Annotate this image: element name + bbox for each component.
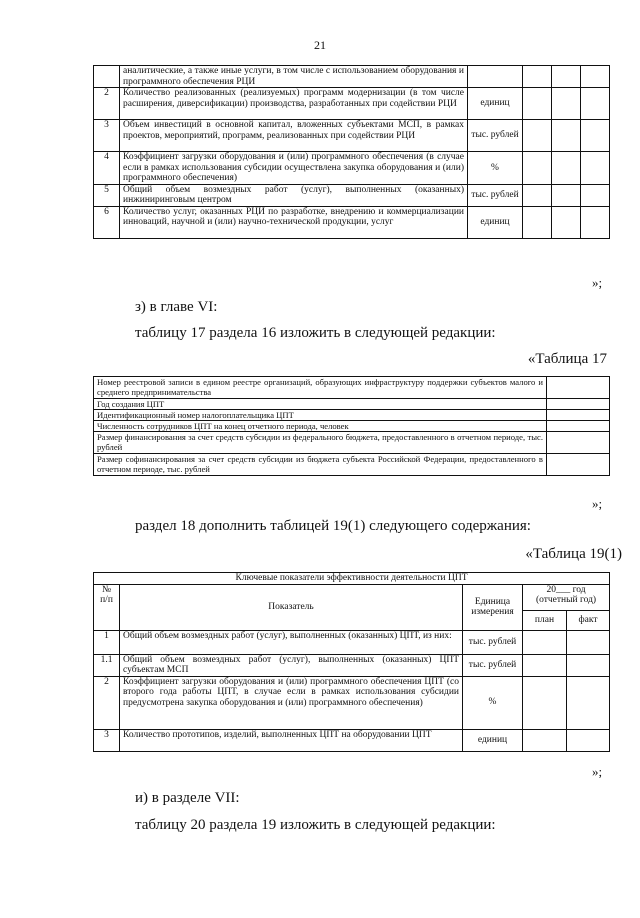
row-label: Численность сотрудников ЦПТ на конец отчетного периода, человек [94, 421, 547, 432]
table-row [94, 152, 610, 185]
table-17-closing: »; [592, 496, 603, 511]
table-row [94, 432, 610, 454]
row-value-cell [523, 206, 552, 238]
row-number: 3 [94, 729, 120, 751]
table-19-1 [93, 572, 610, 752]
table-row [94, 421, 610, 432]
row-plan-cell [523, 630, 567, 654]
row-number [94, 66, 120, 88]
table-row [94, 206, 610, 238]
row-plan-cell [523, 654, 567, 676]
instruction-table-20: таблицу 20 раздела 19 изложить в следующей редакции: [135, 817, 496, 833]
table-19-1-title: Ключевые показатели эффективности деятельности ЦПТ [94, 573, 610, 585]
row-value-cell [523, 66, 552, 88]
header-indicator: Показатель [120, 584, 463, 630]
row-value-cell [581, 88, 610, 120]
row-value-cell [552, 152, 581, 185]
page-number: 21 [314, 38, 326, 52]
row-label: Размер финансирования за счет средств субсидии из федерального бюджета, предоставленного в отчетном периоде, тыс. рублей [94, 432, 547, 454]
row-value-cell [581, 66, 610, 88]
row-unit: тыс. рублей [468, 184, 523, 206]
row-value-cell [547, 421, 610, 432]
row-value-cell [552, 206, 581, 238]
row-unit: единиц [468, 206, 523, 238]
table-row [94, 184, 610, 206]
row-number: 4 [94, 152, 120, 185]
table-a-closing: »; [592, 275, 603, 290]
row-unit: % [468, 152, 523, 185]
table-row [94, 120, 610, 152]
indicators-table-continued [93, 65, 610, 239]
row-unit: единиц [468, 88, 523, 120]
table-row [94, 88, 610, 120]
row-label: Размер софинансирования за счет средств субсидии из бюджета субъекта Российской Федерации, предоставленного в отчетном периоде, тыс. рублей [94, 454, 547, 476]
row-value-cell [523, 184, 552, 206]
table-17-heading: «Таблица 17 [527, 351, 607, 367]
header-period: 20___ год (отчетный год) [523, 584, 610, 610]
row-value-cell [547, 432, 610, 454]
row-unit [468, 66, 523, 88]
row-indicator: Количество услуг, оказанных РЦИ по разработке, внедрению и коммерциализации инноваций, научной и (или) научно-технической продукции, услуг [120, 206, 468, 238]
row-value-cell [552, 184, 581, 206]
row-value-cell [581, 206, 610, 238]
row-fact-cell [567, 630, 610, 654]
row-unit: % [463, 676, 523, 729]
table-row [94, 399, 610, 410]
row-plan-cell [523, 676, 567, 729]
row-value-cell [523, 88, 552, 120]
row-unit: тыс. рублей [463, 654, 523, 676]
row-unit: тыс. рублей [463, 630, 523, 654]
row-indicator: Общий объем возмездных работ (услуг), выполненных (оказанных) ЦПТ, из них: [120, 630, 463, 654]
table-row [94, 676, 610, 729]
header-num: № п/п [94, 584, 120, 630]
section-z-heading: з) в главе VI: [135, 299, 218, 315]
header-fact: факт [567, 610, 610, 630]
table-19-1-closing: »; [592, 764, 603, 779]
row-value-cell [581, 152, 610, 185]
row-number: 3 [94, 120, 120, 152]
row-fact-cell [567, 654, 610, 676]
row-number: 2 [94, 88, 120, 120]
table-row [94, 377, 610, 399]
table-row [94, 729, 610, 751]
row-value-cell [547, 399, 610, 410]
row-unit: тыс. рублей [468, 120, 523, 152]
table-row [94, 66, 610, 88]
row-indicator: Общий объем возмездных работ (услуг), выполненных (оказанных) инжиниринговым центром [120, 184, 468, 206]
row-number: 1.1 [94, 654, 120, 676]
row-value-cell [547, 454, 610, 476]
row-value-cell [552, 66, 581, 88]
row-value-cell [547, 377, 610, 399]
row-number: 1 [94, 630, 120, 654]
section-i-heading: и) в разделе VII: [135, 790, 240, 806]
row-fact-cell [567, 676, 610, 729]
row-value-cell [552, 88, 581, 120]
row-value-cell [552, 120, 581, 152]
table-row [94, 630, 610, 654]
row-plan-cell [523, 729, 567, 751]
row-fact-cell [567, 729, 610, 751]
row-indicator: Коэффициент загрузки оборудования и (или) программного обеспечения (в случае если в рамках использования субсидии осуществлена закупка оборудования и (или) программного обеспечения) [120, 152, 468, 185]
table-17 [93, 376, 610, 476]
header-unit: Единица измерения [463, 584, 523, 630]
row-value-cell [523, 152, 552, 185]
row-number: 5 [94, 184, 120, 206]
table-row [94, 454, 610, 476]
instruction-table-17: таблицу 17 раздела 16 изложить в следующей редакции: [135, 325, 496, 341]
row-label: Идентификационный номер налогоплательщика ЦПТ [94, 410, 547, 421]
table-row [94, 410, 610, 421]
table-row [94, 654, 610, 676]
row-unit: единиц [463, 729, 523, 751]
row-value-cell [523, 120, 552, 152]
row-indicator: Объем инвестиций в основной капитал, вложенных субъектами МСП, в рамках проектов, мероприятий, программ, реализованных при содействии РЦИ [120, 120, 468, 152]
row-value-cell [581, 120, 610, 152]
row-indicator: Общий объем возмездных работ (услуг), выполненных (оказанных) ЦПТ субъектам МСП [120, 654, 463, 676]
row-number: 6 [94, 206, 120, 238]
row-indicator: Количество прототипов, изделий, выполненных ЦПТ на оборудовании ЦПТ [120, 729, 463, 751]
row-indicator: аналитические, а также иные услуги, в том числе с использованием оборудования и программного обеспечения РЦИ [120, 66, 468, 88]
row-label: Год создания ЦПТ [94, 399, 547, 410]
row-value-cell [581, 184, 610, 206]
row-value-cell [547, 410, 610, 421]
row-indicator: Количество реализованных (реализуемых) программ модернизации (в том числе расширения, диверсификации) производства, разработанных при содействии РЦИ [120, 88, 468, 120]
row-number: 2 [94, 676, 120, 729]
instruction-table-19-1: раздел 18 дополнить таблицей 19(1) следующего содержания: [135, 518, 531, 534]
row-indicator: Коэффициент загрузки оборудования и (или) программного обеспечения ЦПТ (со второго года работы ЦПТ, в случае если в рамках использования субсидии предусмотрена закупка оборудования и (или) программного обеспечения) [120, 676, 463, 729]
table-19-1-heading: «Таблица 19(1) [525, 546, 622, 562]
row-label: Номер реестровой записи в едином реестре организаций, образующих инфраструктуру поддержки субъектов малого и среднего предпринимательства [94, 377, 547, 399]
header-plan: план [523, 610, 567, 630]
